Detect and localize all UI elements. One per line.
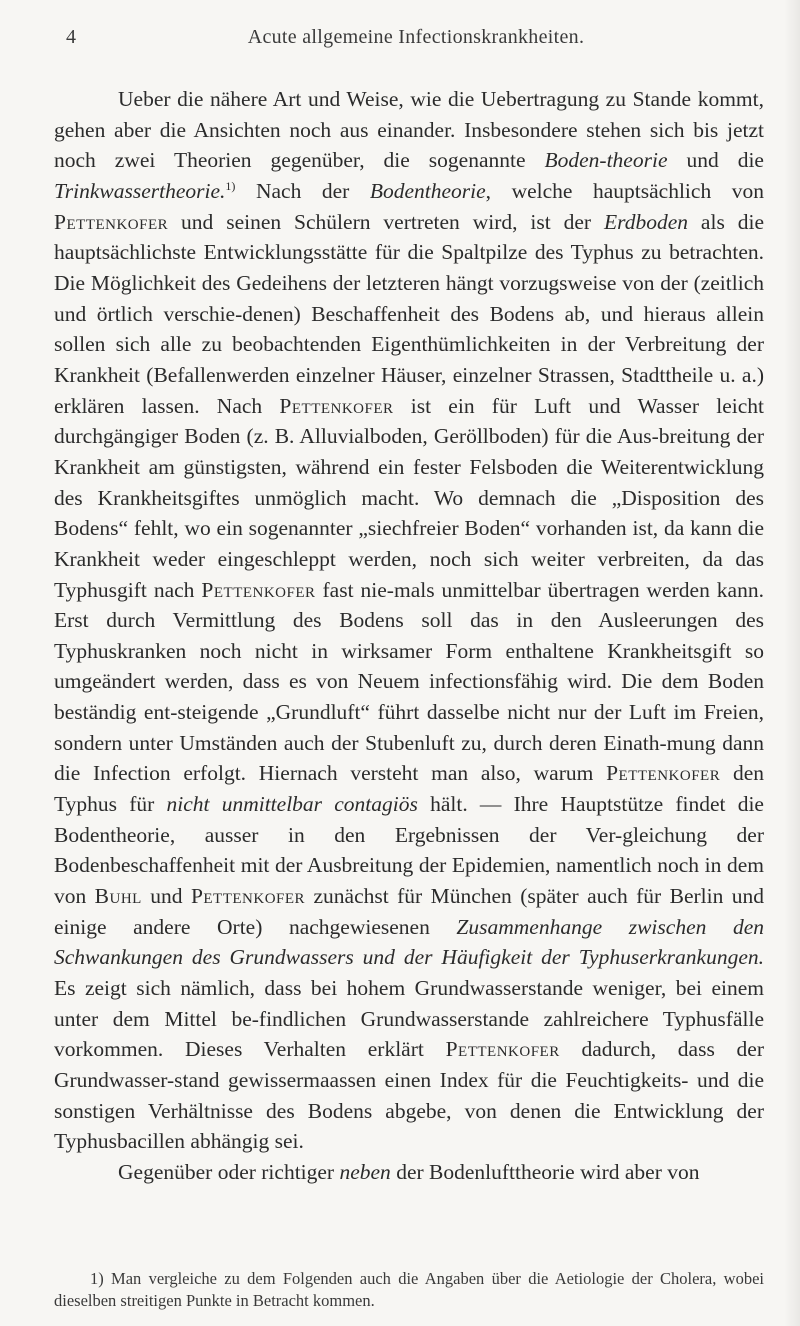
author-name: Pettenkofer <box>445 1037 560 1062</box>
text-run: und seinen Schülern vertreten wird, ist der <box>168 209 605 234</box>
text-run: ist ein für Luft und Wasser leicht durchgängiger Boden (z. B. Alluvialboden, Geröllboden) für die Aus-breitung der Krankheit am günstigsten, während ein fester Felsboden die Weiterentwicklung des Krankheitsgiftes unmöglich macht. Wo demnach die „Disposition des Bodens“ fehlt, wo ein sogenannter „siechfreier Boden“ vorhanden ist, da kann die Krankheit weder eingeschleppt werden, noch sich weiter verbreiten, da das Typhusgift nach <box>54 393 764 602</box>
text-run: der Bodenlufttheorie wird aber von <box>390 1159 700 1184</box>
text-run: und die <box>667 148 764 173</box>
paragraph <box>54 84 764 1157</box>
author-name: Pettenkofer <box>54 209 169 234</box>
text-run: Ueber die nähere Art und Weise, wie die Uebertragung zu Stande kommt, gehen aber die Ansichten noch aus einander. Insbesondere stehen sich bis jetzt noch zwei Theorien gegenüber, die sogenannte <box>54 87 764 173</box>
text-run: fast nie-mals unmittelbar übertragen werden kann. Erst durch Vermittlung des Bodens soll das in den Ausleerungen des Typhuskranken noch nicht in wirksamer Form enthaltene Krankheitsgift so umgeändert werden, dass es von Neuem infectionsfähig wird. Die dem Boden beständig ent-steigende „Grundluft“ führt dasselbe nicht nur der Luft im Freien, sondern unter Umständen auch der Stubenluft zu, durch deren Einath-mung dann die Infection erfolgt. Hiernach versteht man also, warum <box>54 577 764 786</box>
footnote: 1) Man vergleiche zu dem Folgenden auch die Angaben über die Aetiologie der Cholera, wobei dieselben streitigen Punkte in Betracht kommen. <box>54 1269 764 1310</box>
author-name: Pettenkofer <box>606 761 721 786</box>
emphasis-text: neben <box>339 1159 391 1184</box>
emphasis-text: nicht unmittelbar contagiös <box>166 792 418 817</box>
text-run: Gegenüber oder richtiger <box>118 1159 340 1184</box>
page-header <box>66 26 766 56</box>
text-run: und <box>141 884 191 909</box>
page-edge-shadow <box>784 0 800 1326</box>
text-run: , welche hauptsächlich von <box>485 178 764 203</box>
emphasis-text: Bodentheorie <box>369 178 486 203</box>
text-run: hält. — Ihre Hauptstütze findet die Bodentheorie, ausser in den Ergebnissen der Ver-gleichung der Bodenbeschaffenheit mit der Ausbreitung der Epidemien, namentlich noch in dem von <box>54 792 764 909</box>
emphasis-text: Trinkwassertheorie. <box>54 178 226 203</box>
text-run: den Typhus für <box>54 761 765 817</box>
text-run: Es zeigt sich nämlich, dass bei hohem Grundwasserstande weniger, bei einem unter dem Mittel be-findlichen Grundwasserstande zahlreichere Typhusfälle vorkommen. Dieses Verhalten erklärt <box>54 976 764 1062</box>
footnote-marker: 1) <box>225 178 236 193</box>
footnotes <box>54 1268 764 1312</box>
body-text <box>54 84 764 1188</box>
text-run: Nach der <box>235 178 370 203</box>
author-name: Pettenkofer <box>201 577 316 602</box>
running-title: Acute allgemeine Infectionskrankheiten. <box>247 26 585 48</box>
author-name: Pettenkofer <box>190 884 306 909</box>
text-run: zunächst für München (später auch für Berlin und einige andere Orte) nachgewiesenen <box>54 884 765 939</box>
author-name: Pettenkofer <box>279 393 394 418</box>
emphasis-text: Zusammenhange zwischen den Schwankungen des Grundwassers und der Häufigkeit der Typhuserkrankungen. <box>54 914 764 970</box>
emphasis-text: Boden-theorie <box>544 148 668 173</box>
text-run: dadurch, dass der Grundwasser-stand gewissermaassen einen Index für die Feuchtigkeits- und die sonstigen Verhältnisse des Bodens abgebe, von denen die Entwicklung der Typhusbacillen abhängig sei. <box>54 1037 764 1154</box>
text-run: als die hauptsächlichste Entwicklungsstätte für die Spaltpilze des Typhus zu betrachten. Die Möglichkeit des Gedeihens der letzteren hängt vorzugsweise von der (zeitlich und örtlich verschie-denen) Beschaffenheit des Bodens ab, und hieraus allein sollen sich alle zu beobachtenden Eigenthümlichkeiten in der Verbreitung der Krankheit (Befallenwerden einzelner Häuser, einzelner Strassen, Stadttheile u. a.) erklären lassen. Nach <box>54 209 764 418</box>
paragraph <box>54 1157 764 1188</box>
page-number: 4 <box>66 26 77 48</box>
emphasis-text: Erdboden <box>604 209 689 234</box>
author-name: Buhl <box>94 884 142 909</box>
